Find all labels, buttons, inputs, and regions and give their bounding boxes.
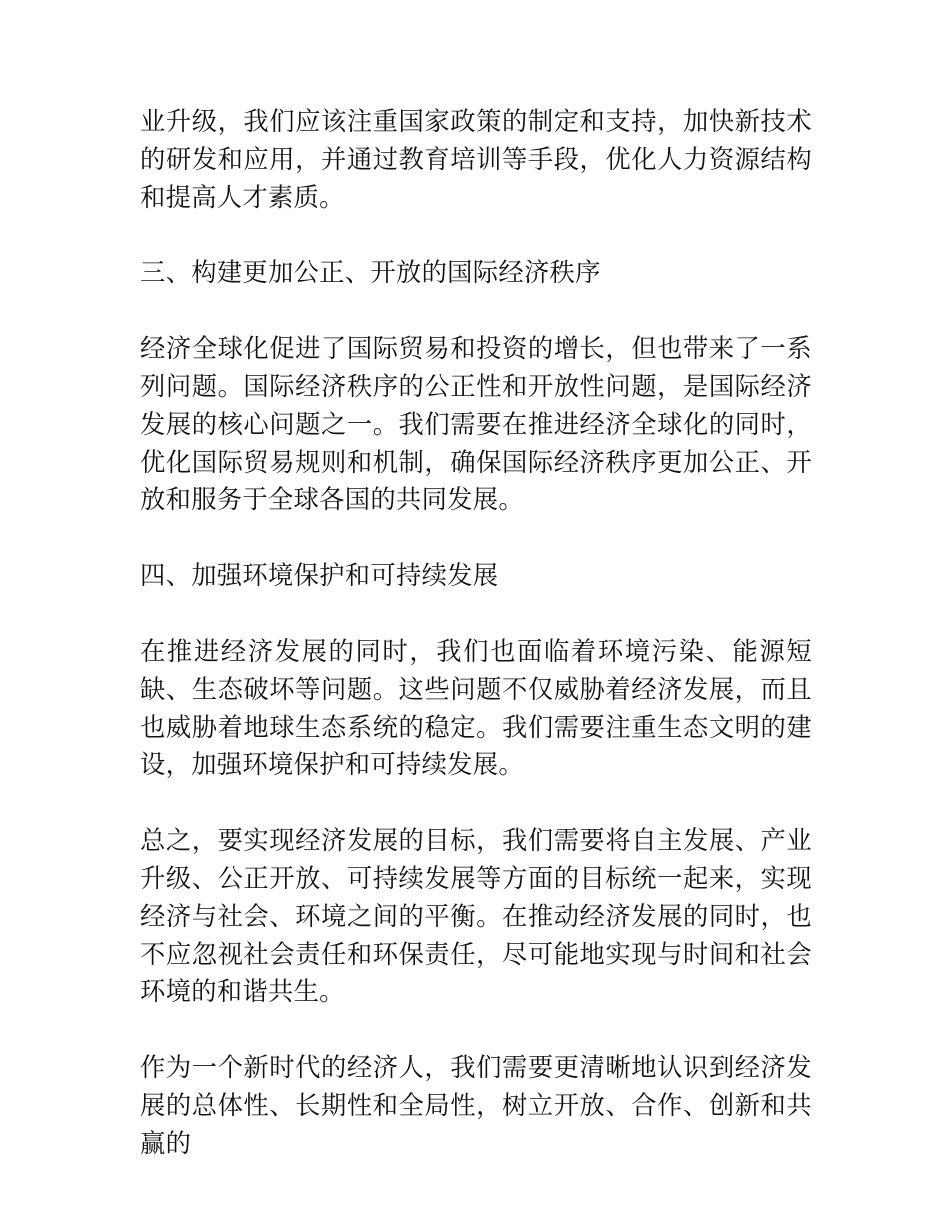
document-page [140, 103, 812, 1201]
paragraph-summary: 总之，要实现经济发展的目标，我们需要将自主发展、产业升级、公正开放、可持续发展等方面的目标统一起来，实现经济与社会、环境之间的平衡。在推动经济发展的同时，也不应忽视社会责任和环保责任，尽可能地实现与时间和社会环境的和谐共生。 [140, 826, 812, 1007]
paragraph-economic-order: 经济全球化促进了国际贸易和投资的增长，但也带来了一系列问题。国际经济秩序的公正性和开放性问题，是国际经济发展的核心问题之一。我们需要在推进经济全球化的同时，优化国际贸易规则和机制，确保国际经济秩序更加公正、开放和服务于全球各国的共同发展。 [140, 334, 812, 515]
paragraph-new-era: 作为一个新时代的经济人，我们需要更清晰地认识到经济发展的总体性、长期性和全局性，树立开放、合作、创新和共赢的 [140, 1053, 812, 1158]
section-heading-3: 三、构建更加公正、开放的国际经济秩序 [140, 258, 601, 288]
paragraph-environment: 在推进经济发展的同时，我们也面临着环境污染、能源短缺、生态破坏等问题。这些问题不仅威胁着经济发展，而且也威胁着地球生态系统的稳定。我们需要注重生态文明的建设，加强环境保护和可持续发展。 [140, 636, 812, 780]
paragraph-industrial-upgrade: 业升级，我们应该注重国家政策的制定和支持，加快新技术的研发和应用，并通过教育培训等手段，优化人力资源结构和提高人才素质。 [140, 107, 812, 212]
section-heading-4: 四、加强环境保护和可持续发展 [140, 561, 499, 591]
